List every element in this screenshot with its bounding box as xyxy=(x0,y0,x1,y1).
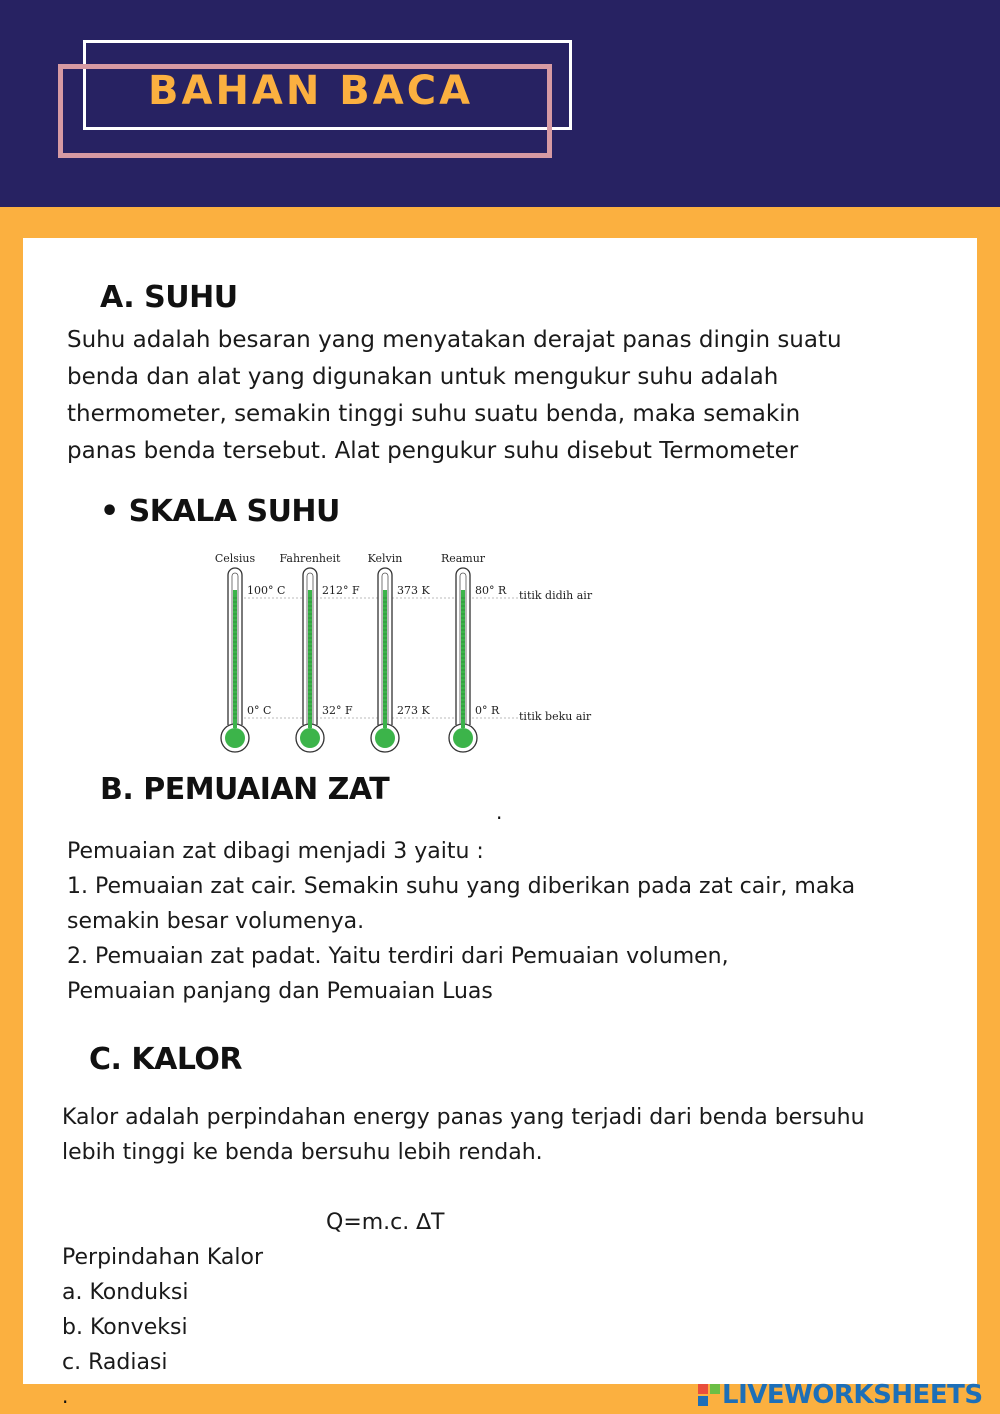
header-banner xyxy=(0,0,1000,207)
section-a-line: Suhu adalah besaran yang menyatakan derajat panas dingin suatu xyxy=(67,327,842,353)
heat-transfer-item: a. Konduksi xyxy=(62,1280,189,1305)
bottom-value-label: 0° R xyxy=(475,704,500,717)
page-title: BAHAN BACA xyxy=(148,68,474,114)
scale-name-label: Celsius xyxy=(214,552,256,565)
section-b-heading: B. PEMUAIAN ZAT xyxy=(100,772,390,807)
bottom-value-label: 32° F xyxy=(322,704,353,717)
scale-name-label: Reamur xyxy=(440,552,486,565)
heat-transfer-item: b. Konveksi xyxy=(62,1315,188,1340)
section-b-paragraph xyxy=(67,834,977,1009)
top-value-label: 212° F xyxy=(322,584,360,597)
thermometer-liquid xyxy=(461,590,465,728)
heat-formula: Q=m.c. ∆T xyxy=(326,1210,445,1235)
thermometer-bulb-liquid xyxy=(225,728,245,748)
section-c-paragraph xyxy=(62,1100,972,1170)
liveworksheets-badge-icon xyxy=(698,1384,720,1406)
trailing-dot: . xyxy=(62,1384,69,1408)
section-a-heading: A. SUHU xyxy=(100,280,238,315)
section-b-line: Pemuaian panjang dan Pemuaian Luas xyxy=(67,979,493,1004)
section-a-paragraph xyxy=(67,322,967,470)
bottom-value-label: 273 K xyxy=(397,704,430,717)
stray-dot: . xyxy=(496,800,503,824)
thermometer-bulb-liquid xyxy=(300,728,320,748)
thermometer-scale-diagram xyxy=(200,542,620,757)
skala-suhu-heading: • SKALA SUHU xyxy=(100,494,340,529)
liveworksheets-brand-text: LIVEWORKSHEETS xyxy=(722,1380,983,1410)
heat-transfer-item: c. Radiasi xyxy=(62,1350,168,1375)
top-value-label: 80° R xyxy=(475,584,507,597)
thermometer-liquid xyxy=(233,590,237,728)
heat-transfer-title: Perpindahan Kalor xyxy=(62,1245,264,1270)
section-c-line: Kalor adalah perpindahan energy panas yang terjadi dari benda bersuhu xyxy=(62,1105,865,1130)
liveworksheets-logo[interactable] xyxy=(698,1378,983,1412)
top-value-label: 100° C xyxy=(247,584,286,597)
freezing-label: titik beku air xyxy=(519,710,592,723)
scale-name-label: Fahrenheit xyxy=(279,552,341,565)
section-b-line: 2. Pemuaian zat padat. Yaitu terdiri dari Pemuaian volumen, xyxy=(67,944,729,969)
section-b-line: semakin besar volumenya. xyxy=(67,909,365,934)
top-value-label: 373 K xyxy=(397,584,430,597)
boiling-label: titik didih air xyxy=(519,589,593,602)
thermometer-bulb-liquid xyxy=(453,728,473,748)
scale-name-label: Kelvin xyxy=(367,552,403,565)
section-a-line: benda dan alat yang digunakan untuk mengukur suhu adalah xyxy=(67,364,779,390)
section-b-line: Pemuaian zat dibagi menjadi 3 yaitu : xyxy=(67,839,484,864)
section-c-line: lebih tinggi ke benda bersuhu lebih rendah. xyxy=(62,1140,543,1165)
thermometer-liquid xyxy=(383,590,387,728)
section-c-heading: C. KALOR xyxy=(89,1042,242,1077)
section-a-line: panas benda tersebut. Alat pengukur suhu disebut Termometer xyxy=(67,438,799,464)
thermometer-liquid xyxy=(308,590,312,728)
section-a-line: thermometer, semakin tinggi suhu suatu benda, maka semakin xyxy=(67,401,801,427)
bottom-value-label: 0° C xyxy=(247,704,272,717)
section-b-line: 1. Pemuaian zat cair. Semakin suhu yang diberikan pada zat cair, maka xyxy=(67,874,856,899)
thermometer-bulb-liquid xyxy=(375,728,395,748)
